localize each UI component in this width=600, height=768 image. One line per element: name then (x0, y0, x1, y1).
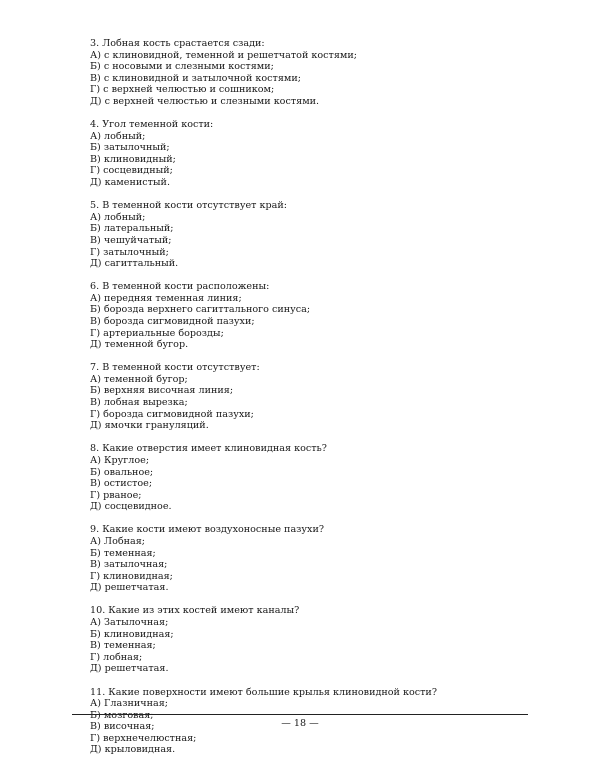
answer-option: А) лобный; (90, 211, 146, 223)
question-title: 10. Какие из этих костей имеют каналы? (90, 605, 300, 617)
question-title: 8. Какие отверстия имеет клиновидная кость? (90, 443, 327, 455)
question-6 (90, 281, 550, 351)
answer-option: Г) борозда сигмовидной пазухи; (90, 408, 254, 420)
answer-option: Б) затылочный; (90, 142, 170, 154)
question-title: 6. В теменной кости расположены: (90, 281, 270, 293)
page-number: — 18 — (281, 718, 319, 729)
answer-option: Г) затылочный; (90, 246, 169, 258)
answer-option: Г) артериальные борозды; (90, 327, 224, 339)
answer-option: Г) клиновидная; (90, 570, 173, 582)
answer-option: Б) борозда верхнего сагиттального синуса; (90, 304, 311, 316)
answer-option: А) лобный; (90, 130, 146, 142)
answer-option: Г) верхнечелюстная; (90, 732, 197, 744)
question-7 (90, 362, 550, 432)
answer-option: Г) лобная; (90, 651, 143, 663)
answer-option: А) с клиновидной, теменной и решетчатой костями; (90, 49, 357, 61)
answer-option: В) лобная вырезка; (90, 397, 188, 409)
answer-option: В) затылочная; (90, 559, 168, 571)
question-title: 3. Лобная кость срастается сзади: (90, 38, 265, 49)
answer-option: В) с клиновидной и затылочной костями; (90, 72, 301, 84)
answer-option: Д) с верхней челюстью и слезными костями. (90, 95, 320, 107)
answer-option: Б) верхняя височная линия; (90, 385, 234, 397)
answer-option: Д) сосцевидное. (90, 501, 172, 513)
answer-option: А) Круглое; (90, 454, 150, 466)
question-10 (90, 605, 550, 675)
footer-divider (72, 714, 528, 715)
answer-option: Б) овальное; (90, 466, 154, 478)
answer-option: В) височная; (90, 721, 155, 733)
answer-option: В) борозда сигмовидной пазухи; (90, 315, 255, 327)
question-list (90, 38, 550, 768)
question-title: 9. Какие кости имеют воздухоносные пазухи? (90, 524, 324, 536)
answer-option: Г) рваное; (90, 489, 142, 501)
answer-option: Д) крыловидная. (90, 744, 176, 756)
answer-option: В) чешуйчатый; (90, 234, 172, 246)
answer-option: А) Затылочная; (90, 617, 169, 629)
answer-option: А) Глазничная; (90, 698, 168, 710)
question-title: 4. Угол теменной кости: (90, 119, 214, 131)
answer-option: В) клиновидный; (90, 153, 176, 165)
question-9 (90, 524, 550, 594)
question-3 (90, 38, 550, 108)
answer-option: Б) клиновидная; (90, 628, 174, 640)
answer-option: Д) каменистый. (90, 177, 170, 189)
question-5 (90, 200, 550, 270)
answer-option: Б) мозговая; (90, 709, 154, 721)
question-title: 5. В теменной кости отсутствует край: (90, 200, 287, 212)
answer-option: Д) сагиттальный. (90, 258, 179, 270)
answer-option: Д) ямочки грануляций. (90, 420, 209, 432)
answer-option: В) теменная; (90, 640, 156, 652)
answer-option: А) передняя теменная линия; (90, 292, 242, 304)
answer-option: А) Лобная; (90, 535, 146, 547)
answer-option: А) теменной бугор; (90, 373, 188, 385)
answer-option: Б) теменная; (90, 547, 156, 559)
question-4 (90, 119, 550, 189)
answer-option: В) остистое; (90, 478, 153, 490)
answer-option: Д) теменной бугор. (90, 339, 189, 351)
answer-option: Д) решетчатая. (90, 582, 169, 594)
answer-option: Д) решетчатая. (90, 663, 169, 675)
answer-option: Г) сосцевидный; (90, 165, 173, 177)
question-title: 11. Какие поверхности имеют большие крылья клиновидной кости? (90, 686, 437, 698)
answer-option: Г) с верхней челюстью и сошником; (90, 84, 275, 96)
answer-option: Б) латеральный; (90, 223, 174, 235)
question-8 (90, 443, 550, 513)
question-title: 7. В теменной кости отсутствует: (90, 362, 260, 374)
answer-option: Б) с носовыми и слезными костями; (90, 61, 274, 73)
